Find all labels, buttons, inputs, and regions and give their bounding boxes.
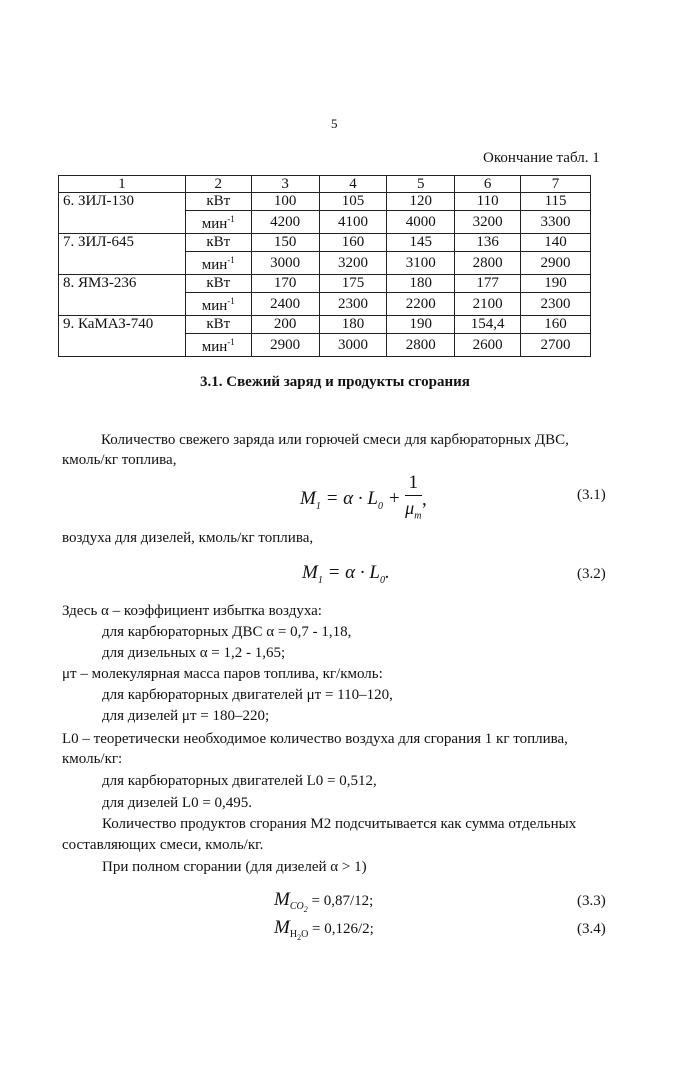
header-cell: 7 — [521, 176, 591, 193]
value-cell: 2800 — [455, 252, 521, 275]
paragraph-text: При полном сгорании (для дизелей α > 1) — [102, 859, 367, 875]
paragraph-text: составляющих смеси, кмоль/кг. — [62, 837, 264, 853]
unit-cell — [185, 275, 251, 293]
table-row — [59, 193, 591, 211]
value-cell: 4000 — [387, 211, 455, 234]
value-cell: 190 — [521, 275, 591, 293]
page-number: 5 — [331, 116, 338, 131]
value-cell: 2300 — [319, 293, 387, 316]
definition-line: μт – молекулярная масса паров топлива, кг/кмоль: — [62, 666, 383, 682]
equation-number: (3.1) — [577, 487, 606, 503]
definition-line: для дизелей L0 = 0,495. — [102, 795, 253, 811]
value-cell: 154,4 — [455, 316, 521, 334]
value-cell: 160 — [319, 234, 387, 252]
equation-number: (3.4) — [577, 921, 606, 937]
value-cell: 3200 — [455, 211, 521, 234]
value-cell: 3100 — [387, 252, 455, 275]
unit-cell — [185, 293, 251, 316]
unit-label: мин — [201, 298, 228, 314]
unit-label: кВт — [206, 193, 231, 209]
unit-superscript: -1 — [227, 214, 235, 224]
value-cell: 110 — [455, 193, 521, 211]
formula-value: = 0,87/12; — [307, 893, 374, 909]
value-cell: 2900 — [521, 252, 591, 275]
engine-name-cell: 6. ЗИЛ-130 — [59, 193, 186, 234]
value-cell: 105 — [319, 193, 387, 211]
value-cell: 3000 — [319, 334, 387, 357]
value-cell: 2200 — [387, 293, 455, 316]
definition-line: для дизелей μт = 180–220; — [102, 708, 270, 724]
formula-3-4: $M_{H_2O} = 0,126/2$; — [274, 917, 374, 942]
unit-cell — [185, 211, 251, 234]
paragraph-text: Количество свежего заряда или горючей смеси для карбюраторных ДВС, — [101, 432, 569, 448]
definition-line: для карбюраторных двигателей L0 = 0,512, — [102, 773, 377, 789]
value-cell: 180 — [387, 275, 455, 293]
paragraph-text: кмоль/кг топлива, — [62, 452, 177, 468]
value-cell: 100 — [251, 193, 319, 211]
value-cell: 3000 — [251, 252, 319, 275]
definition-line: для карбюраторных двигателей μт = 110–120, — [102, 687, 393, 703]
value-cell: 2300 — [521, 293, 591, 316]
table-row — [59, 234, 591, 252]
unit-cell — [185, 234, 251, 252]
paragraph-text: воздуха для дизелей, кмоль/кг топлива, — [62, 530, 314, 546]
unit-cell — [185, 252, 251, 275]
section-title: 3.1. Свежий заряд и продукты сгорания — [200, 374, 470, 390]
definition-line: Здесь α – коэффициент избытка воздуха: — [62, 603, 322, 619]
unit-label: мин — [201, 257, 228, 273]
value-cell: 160 — [521, 316, 591, 334]
unit-label: мин — [201, 216, 228, 232]
table-row — [59, 275, 591, 293]
definition-line: для карбюраторных ДВС α = 0,7 - 1,18, — [102, 624, 352, 640]
table-caption: Окончание табл. 1 — [483, 150, 600, 166]
value-cell: 200 — [251, 316, 319, 334]
value-cell: 177 — [455, 275, 521, 293]
engine-name-cell: 9. КаМАЗ-740 — [59, 316, 186, 357]
equation-number: (3.3) — [577, 893, 606, 909]
formula-value: = 0,126/2; — [308, 921, 374, 937]
value-cell: 2800 — [387, 334, 455, 357]
value-cell: 2100 — [455, 293, 521, 316]
unit-cell — [185, 193, 251, 211]
value-cell: 170 — [251, 275, 319, 293]
engine-table — [58, 175, 591, 357]
formula-3-1: $M_1 = \alpha \cdot L_0$ + $\frac{1}{\mu_т}$ , — [300, 472, 427, 522]
header-cell: 6 — [455, 176, 521, 193]
unit-label: мин — [201, 339, 228, 355]
definition-line: кмоль/кг: — [62, 751, 123, 767]
value-cell: 136 — [455, 234, 521, 252]
value-cell: 2600 — [455, 334, 521, 357]
value-cell: 2900 — [251, 334, 319, 357]
header-cell: 2 — [185, 176, 251, 193]
value-cell: 150 — [251, 234, 319, 252]
value-cell: 115 — [521, 193, 591, 211]
unit-cell — [185, 316, 251, 334]
paragraph-text: Количество продуктов сгорания M2 подсчитывается как сумма отдельных — [102, 816, 577, 832]
unit-superscript: -1 — [227, 337, 235, 347]
value-cell: 4100 — [319, 211, 387, 234]
value-cell: 3200 — [319, 252, 387, 275]
value-cell: 190 — [387, 316, 455, 334]
unit-label: кВт — [206, 234, 231, 250]
unit-superscript: -1 — [227, 296, 235, 306]
value-cell: 175 — [319, 275, 387, 293]
definition-line: для дизельных α = 1,2 - 1,65; — [102, 645, 286, 661]
value-cell: 3300 — [521, 211, 591, 234]
unit-cell — [185, 334, 251, 357]
value-cell: 145 — [387, 234, 455, 252]
definition-line: L0 – теоретически необходимое количество воздуха для сгорания 1 кг топлива, — [62, 731, 568, 747]
unit-superscript: -1 — [227, 255, 235, 265]
header-cell: 5 — [387, 176, 455, 193]
value-cell: 120 — [387, 193, 455, 211]
formula-3-2: $M_1 = \alpha \cdot L_0$. — [302, 562, 390, 586]
formula-3-3: $M_{CO_2} = 0,87/12$; — [274, 889, 374, 914]
header-cell: 1 — [59, 176, 186, 193]
engine-name-cell: 8. ЯМЗ-236 — [59, 275, 186, 316]
header-cell: 3 — [251, 176, 319, 193]
value-cell: 4200 — [251, 211, 319, 234]
value-cell: 140 — [521, 234, 591, 252]
value-cell: 2400 — [251, 293, 319, 316]
table-body — [59, 193, 591, 357]
engine-name-cell: 7. ЗИЛ-645 — [59, 234, 186, 275]
table-row — [59, 316, 591, 334]
header-cell: 4 — [319, 176, 387, 193]
unit-label: кВт — [206, 275, 231, 291]
table-header-row — [59, 176, 591, 193]
equation-number: (3.2) — [577, 566, 606, 582]
unit-label: кВт — [206, 316, 231, 332]
value-cell: 180 — [319, 316, 387, 334]
value-cell: 2700 — [521, 334, 591, 357]
